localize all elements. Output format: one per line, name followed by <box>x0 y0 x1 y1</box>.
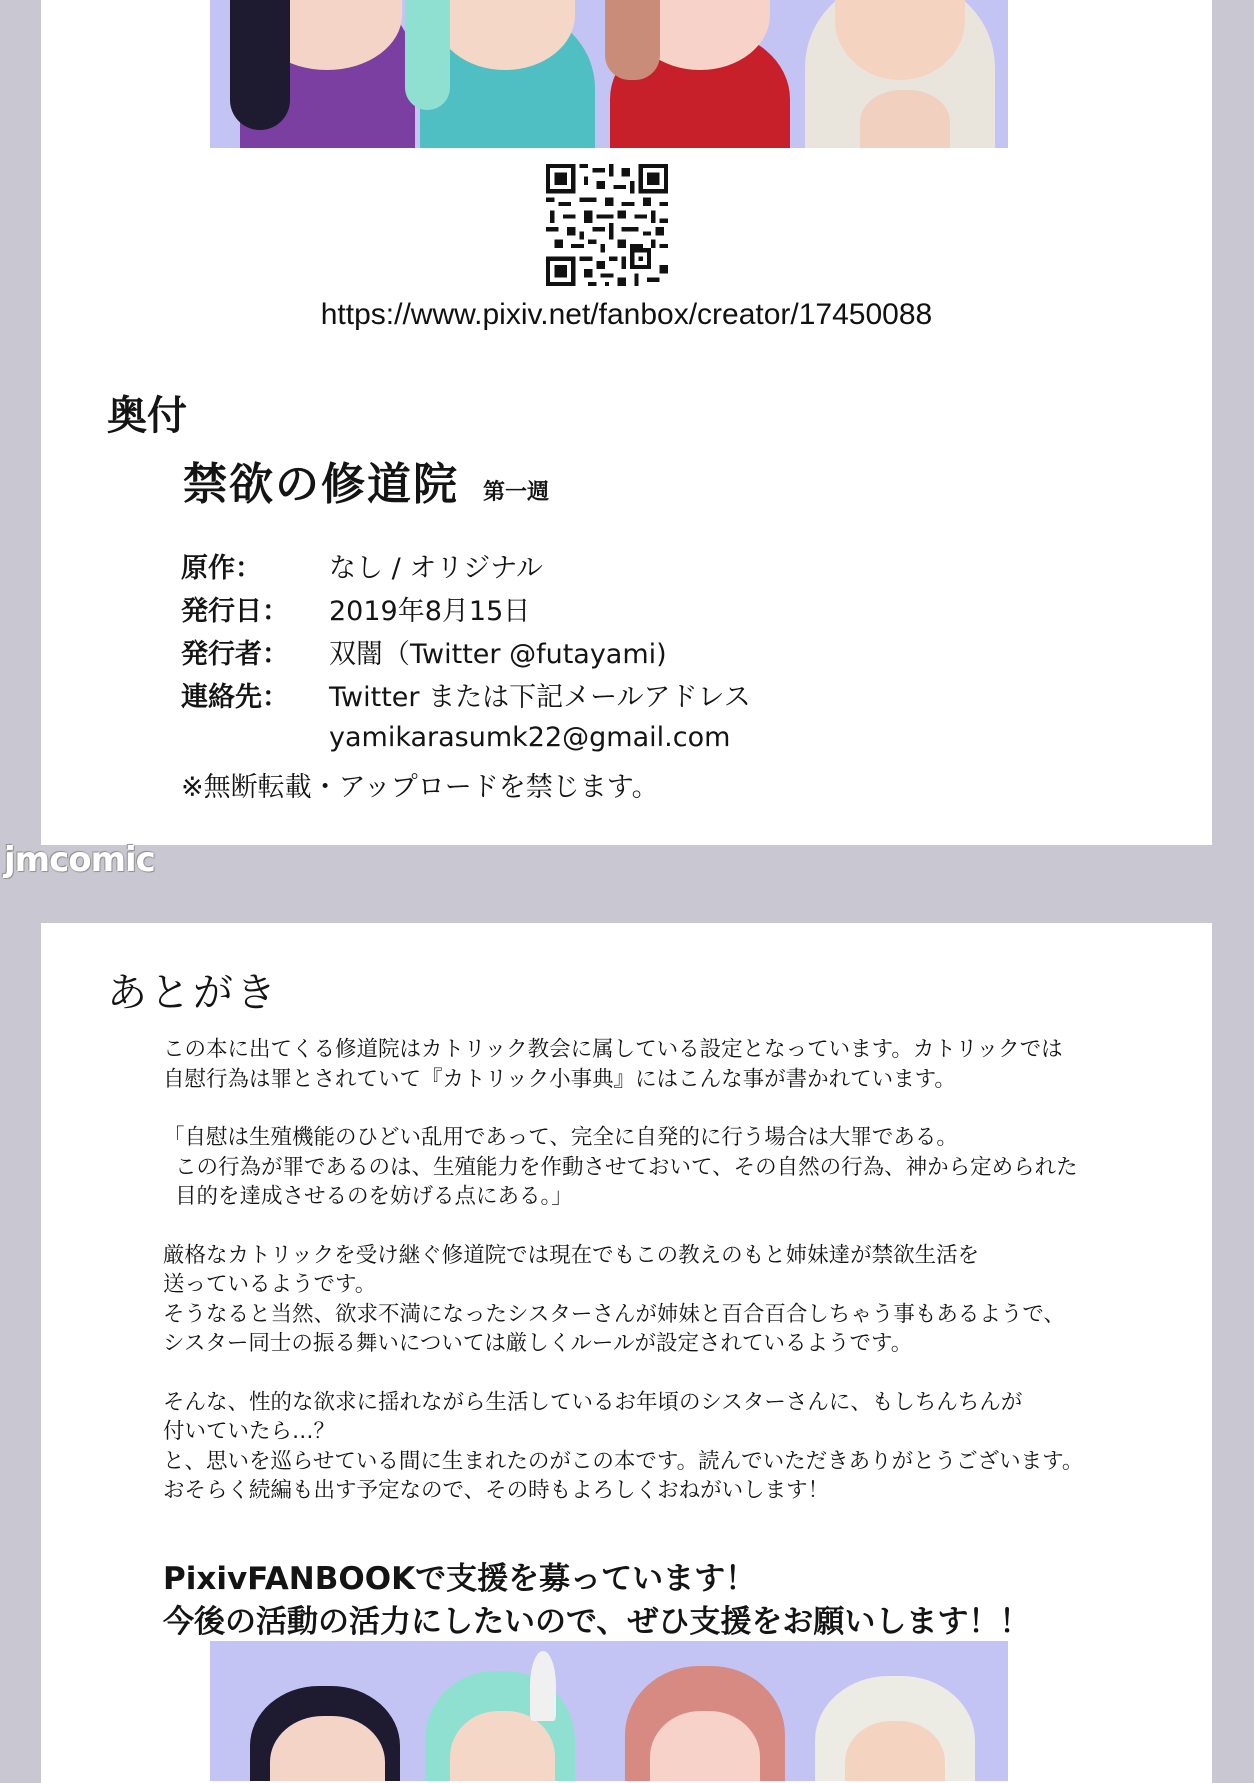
afterword-line: この本に出てくる修道院はカトリック教会に属している設定となっています。カトリックでは <box>163 1037 1063 1062</box>
afterword-line: この行為が罪であるのは、生殖能力を作動させておいて、その自然の行為、神から定められた <box>175 1154 1078 1180</box>
character-illustration-bottom <box>210 1641 1008 1781</box>
info-label: 連絡先： <box>181 682 289 713</box>
afterword-paragraph <box>163 1035 1203 1094</box>
info-value: なし / オリジナル <box>329 553 543 584</box>
info-row-original <box>181 544 751 587</box>
fanbook-line: 今後の活動の活力にしたいので、ぜひ支援をお願いします！！ <box>163 1604 1031 1640</box>
fanbook-line: PixivFANBOOKで支援を募っています！ <box>163 1561 757 1597</box>
afterword-line: 自慰行為は罪とされていて『カトリック小事典』にはこんな事が書かれています。 <box>163 1066 956 1092</box>
info-label: 発行日： <box>181 596 289 627</box>
afterword-line: シスター同士の振る舞いについては厳しくルールが設定されているようです。 <box>163 1331 913 1356</box>
afterword-line: そうなると当然、欲求不満になったシスターさんが姉妹と百合百合しちゃう事もあるようで、 <box>163 1301 1065 1327</box>
book-title-main: 禁欲の修道院 <box>183 459 459 510</box>
info-value: Twitter または下記メールアドレス <box>329 682 751 713</box>
book-subtitle: 第一週 <box>483 479 550 505</box>
info-row-publisher <box>181 630 751 673</box>
site-watermark: jmcomic <box>4 840 155 880</box>
info-row-contact <box>181 673 751 716</box>
afterword-line: 送っているようです。 <box>163 1272 377 1297</box>
afterword-paragraph <box>163 1241 1203 1359</box>
info-row-date <box>181 587 751 630</box>
publication-info <box>181 544 751 759</box>
colophon-page <box>41 0 1212 845</box>
info-label: 原作： <box>181 553 262 584</box>
afterword-page <box>41 923 1212 1783</box>
info-value: 2019年8月15日 <box>329 596 531 627</box>
afterword-line: と、思いを巡らせている間に生まれたのがこの本です。読んでいただきありがとうございます。 <box>163 1448 1084 1474</box>
book-title <box>183 448 549 512</box>
afterword-line: 厳格なカトリックを受け継ぐ修道院では現在でもこの教えのもと姉妹達が禁欲生活を <box>163 1242 980 1268</box>
afterword-paragraph <box>163 1388 1203 1506</box>
afterword-quote <box>163 1123 1203 1212</box>
fanbox-url-link[interactable]: https://www.pixiv.net/fanbox/creator/17450088 <box>320 298 933 331</box>
afterword-line: そんな、性的な欲求に揺れながら生活しているお年頃のシスターさんに、もしちんちんが <box>163 1389 1023 1415</box>
info-label: 発行者： <box>181 639 289 670</box>
afterword-line: 付いていたら…？ <box>163 1419 336 1444</box>
afterword-heading: あとがき <box>107 970 279 1016</box>
qr-code-icon[interactable] <box>546 164 668 286</box>
fanbook-support-message <box>163 1558 1030 1644</box>
character-illustration-top <box>210 0 1008 148</box>
afterword-line: 目的を達成させるのを妨げる点にある。」 <box>175 1184 573 1209</box>
contact-email[interactable]: yamikarasumk22@gmail.com <box>329 722 731 753</box>
afterword-line: 「自慰は生殖機能のひどい乱用であって、完全に自発的に行う場合は大罪である。 <box>163 1125 958 1150</box>
reprint-notice: ※無断転載・アップロードを禁じます。 <box>181 772 659 803</box>
afterword-body <box>163 1035 1203 1535</box>
info-value: 双闇（Twitter @futayami) <box>329 639 667 670</box>
afterword-line: おそらく続編も出す予定なので、その時もよろしくおねがいします！ <box>163 1478 830 1503</box>
colophon-heading: 奥付 <box>107 393 187 439</box>
